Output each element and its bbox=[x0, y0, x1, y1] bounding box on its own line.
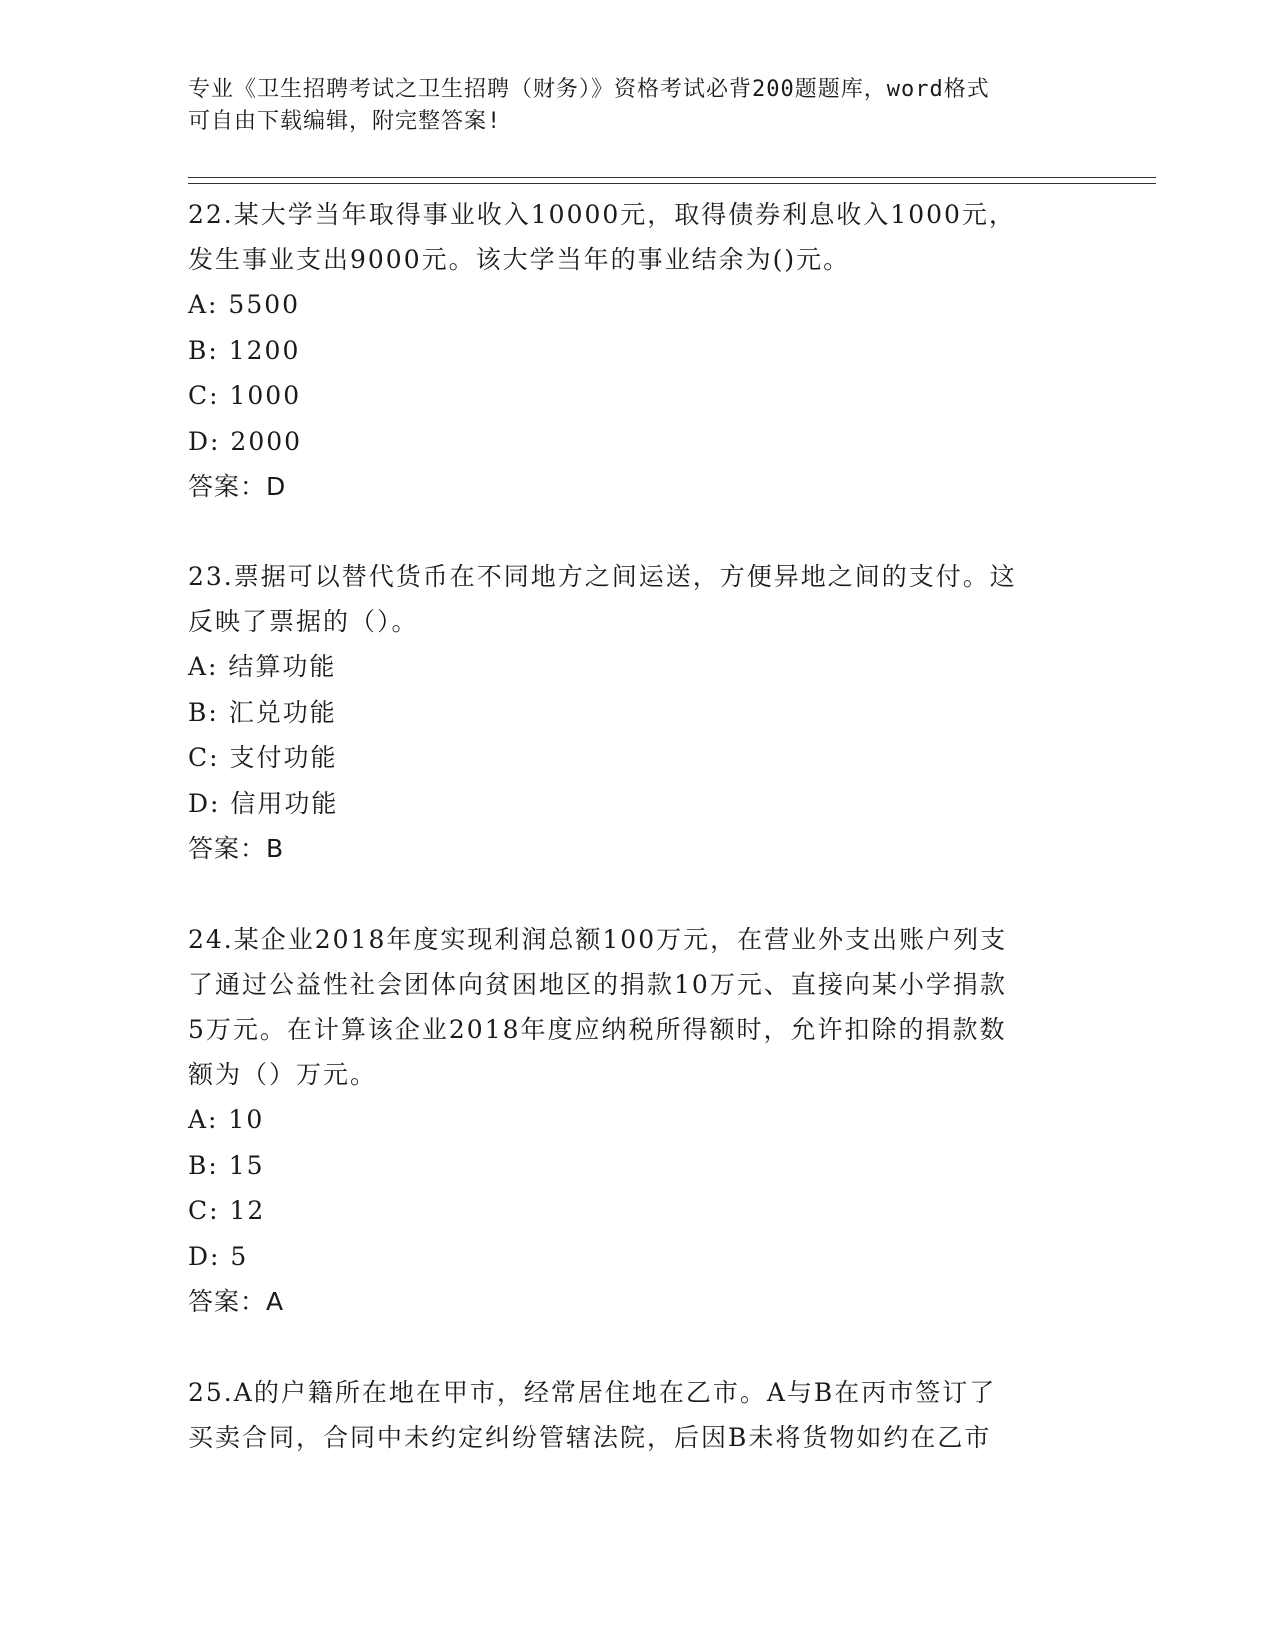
header-line: 专业《卫生招聘考试之卫生招聘（财务）》资格考试必背200题题库，word格式 bbox=[188, 77, 990, 102]
question-23 bbox=[188, 554, 1088, 871]
question-text: 额为（）万元。 bbox=[188, 1060, 378, 1089]
answer-line: 答案：A bbox=[188, 1287, 285, 1316]
option-d: D: 2000 bbox=[188, 426, 303, 456]
option-c: C: 12 bbox=[188, 1196, 266, 1225]
question-text: 5万元。在计算该企业2018年度应纳税所得额时，允许扣除的捐款数 bbox=[188, 1015, 1007, 1044]
header-line: 可自由下载编辑，附完整答案! bbox=[188, 109, 502, 134]
question-text: 买卖合同，合同中未约定纠纷管辖法院，后因B未将货物如约在乙市 bbox=[188, 1423, 992, 1452]
answer-line: 答案：D bbox=[188, 472, 287, 501]
header-divider bbox=[188, 177, 1156, 178]
option-c: C: 支付功能 bbox=[188, 743, 338, 772]
question-24 bbox=[188, 917, 1088, 1324]
question-text: 23.票据可以替代货币在不同地方之间运送，方便异地之间的支付。这 bbox=[188, 562, 1017, 591]
question-22 bbox=[188, 192, 1088, 509]
document-header bbox=[188, 74, 1068, 138]
question-text: 24.某企业2018年度实现利润总额100万元，在营业外支出账户列支 bbox=[188, 925, 1008, 954]
option-a: A: 结算功能 bbox=[188, 652, 337, 681]
question-25 bbox=[188, 1370, 1088, 1460]
option-a: A: 10 bbox=[188, 1105, 265, 1134]
option-c: C: 1000 bbox=[188, 381, 302, 410]
question-text: 25.A的户籍所在地在甲市，经常居住地在乙市。A与B在丙市签订了 bbox=[188, 1378, 997, 1407]
question-text: 22.某大学当年取得事业收入10000元，取得债券利息收入1000元， bbox=[188, 200, 1016, 229]
question-text: 了通过公益性社会团体向贫困地区的捐款10万元、直接向某小学捐款 bbox=[188, 970, 1007, 999]
option-b: B: 15 bbox=[188, 1150, 265, 1180]
question-text: 反映了票据的（）。 bbox=[188, 607, 419, 636]
option-d: D: 5 bbox=[188, 1241, 249, 1271]
option-b: B: 1200 bbox=[188, 335, 301, 365]
answer-line: 答案：B bbox=[188, 834, 285, 863]
option-a: A: 5500 bbox=[188, 290, 301, 319]
question-text: 发生事业支出9000元。该大学当年的事业结余为()元。 bbox=[188, 245, 851, 274]
option-b: B: 汇兑功能 bbox=[188, 697, 337, 727]
header-divider bbox=[188, 183, 1156, 184]
option-d: D: 信用功能 bbox=[188, 788, 339, 818]
